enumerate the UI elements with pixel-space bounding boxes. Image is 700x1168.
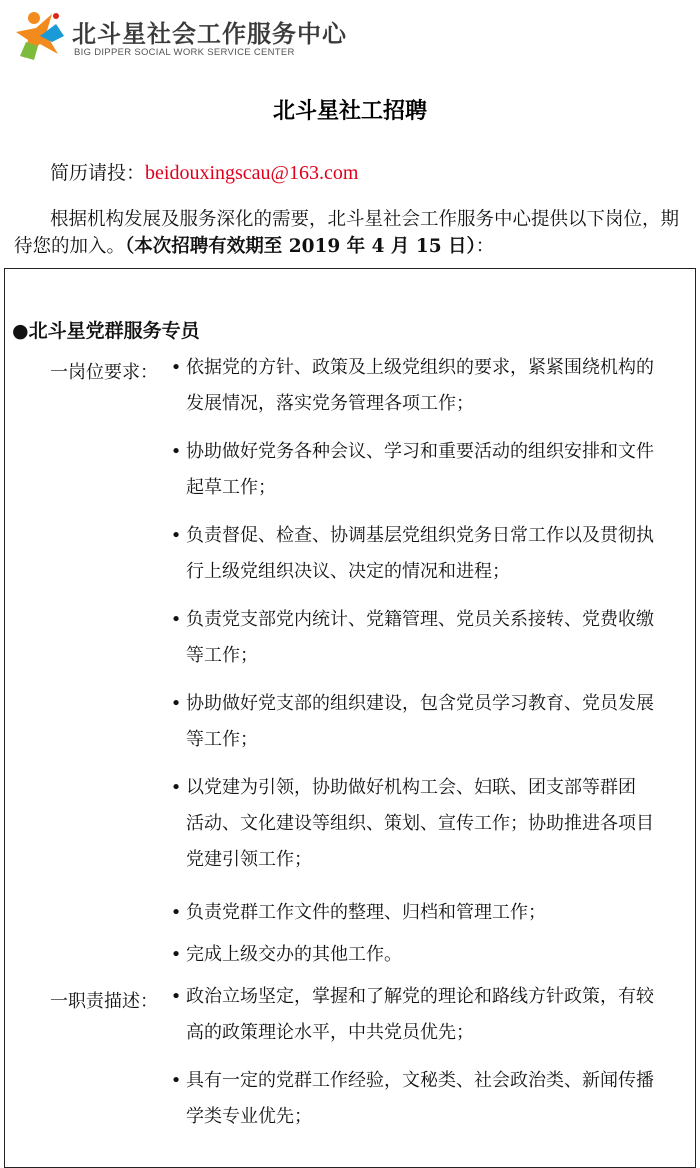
bullet: • [170, 441, 182, 462]
bullet: • [170, 986, 182, 1007]
org-name-en: BIG DIPPER SOCIAL WORK SERVICE CENTER [74, 47, 295, 58]
resume-email-link[interactable]: beidouxingscau@163.com [145, 162, 359, 184]
requirement-item: • 协助做好党支部的组织建设，包含党员学习教育、党员发展 等工作； [166, 686, 691, 758]
requirements-label: 一岗位要求： [50, 362, 158, 383]
intro-text: 根据机构发展及服务深化的需要，北斗星社会工作服务中心提供以下岗位，期待您的加入。 [14, 209, 680, 257]
resume-line [50, 158, 358, 185]
bullet: • [170, 357, 182, 378]
star-figure-logo-icon [12, 6, 68, 62]
duty-item: • 具有一定的党群工作经验，文秘类、社会政治类、新闻传播 学类专业优先； [166, 1063, 691, 1135]
requirement-item: • 完成上级交办的其他工作。 [166, 937, 691, 973]
requirement-item: • 负责党支部党内统计、党籍管理、党员关系接转、党费收缴 等工作； [166, 602, 691, 674]
requirement-item: • 负责督促、检查、协调基层党组织党务日常工作以及贯彻执 行上级党组织决议、决定的情况和进程； [166, 518, 691, 590]
requirement-item: • 协助做好党务各种会议、学习和重要活动的组织安排和文件 起草工作； [166, 434, 691, 506]
bullet: • [170, 777, 182, 798]
org-header [12, 6, 347, 62]
duties-label: 一职责描述： [50, 991, 158, 1012]
requirement-item: • 以党建为引领，协助做好机构工会、妇联、团支部等群团 活动、文化建设等组织、策划、宣传工作；协助推进各项目 党建引领工作； [166, 770, 691, 878]
page-title: 北斗星社工招聘 [272, 99, 427, 124]
bullet: • [170, 525, 182, 546]
requirement-item: • 负责党群工作文件的整理、归档和管理工作； [166, 895, 691, 931]
bullet: • [170, 693, 182, 714]
position-title: ●北斗星党群服务专员 [12, 320, 200, 342]
intro-tail: ： [475, 236, 495, 257]
resume-label: 简历请投： [50, 162, 146, 184]
org-name-cn: 北斗星社会工作服务中心 [72, 20, 347, 48]
duty-item: • 政治立场坚定，掌握和了解党的理论和路线方针政策，有较 高的政策理论水平，中共党员优先； [166, 979, 691, 1051]
requirement-item: • 依据党的方针、政策及上级党组织的要求，紧紧围绕机构的 发展情况，落实党务管理各项工作； [166, 350, 691, 422]
bullet: • [170, 1070, 182, 1091]
bullet: • [170, 902, 182, 923]
bullet: • [170, 609, 182, 630]
validity-period: （本次招聘有效期至 2019 年 4 月 15 日） [125, 236, 476, 257]
bullet: • [170, 944, 182, 965]
intro-paragraph [14, 206, 690, 260]
